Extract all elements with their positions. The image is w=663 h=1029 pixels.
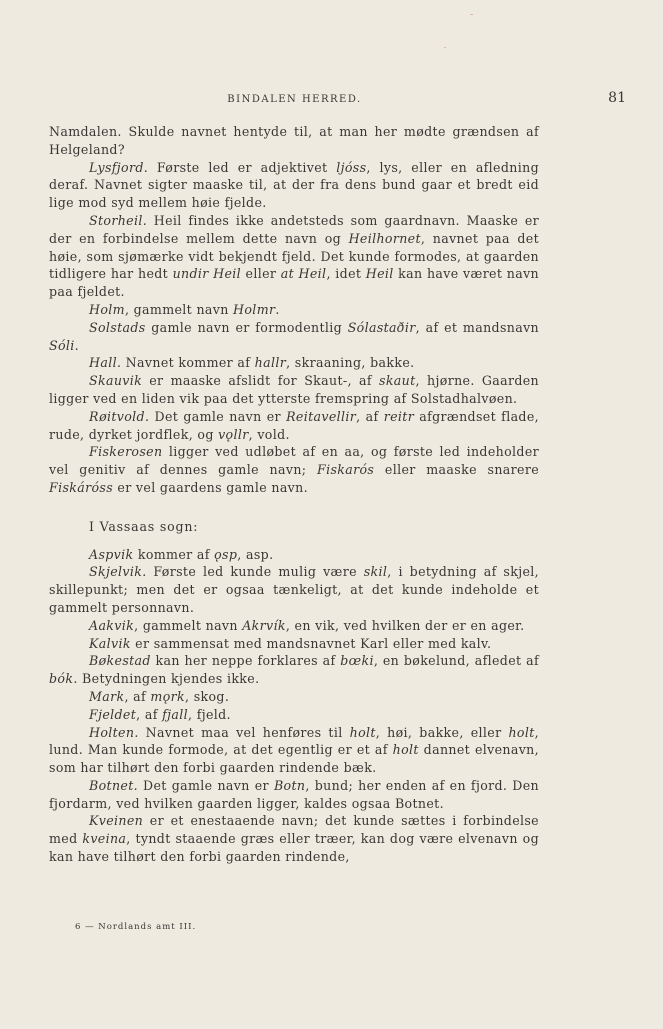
text-run: Navnet maa vel henføres til — [138, 724, 350, 740]
text-run: dannet elvenavn, som har tilhørt den forbi gaarden rindende bæk. — [49, 742, 539, 776]
italic-term: at Heil — [280, 266, 327, 282]
text-run: Namdalen. Skulde navnet hentyde til, at man her mødte grændsen af Helgeland? — [49, 124, 539, 157]
italic-term: Mark — [89, 688, 125, 704]
text-run: ligger ved udløbet af en aa, og første led indeholder vel genitiv af dennes gamle navn; — [49, 444, 539, 478]
italic-term: Fjeldet — [89, 706, 137, 722]
paragraph — [49, 777, 539, 813]
italic-term: Storheil. — [89, 212, 148, 228]
text-run: eller — [241, 266, 281, 282]
paragraph — [49, 354, 539, 372]
paragraph — [49, 443, 539, 496]
text-run: , af — [136, 706, 163, 722]
italic-term: bók — [49, 671, 74, 687]
text-run: . Betydningen kjendes ikke. — [73, 671, 260, 687]
text-run: kommer af — [133, 546, 215, 562]
paragraph — [49, 812, 539, 865]
page-number: 81 — [608, 90, 626, 106]
paragraph — [49, 617, 539, 635]
italic-term: Solstads — [89, 319, 146, 335]
text-run: , asp. — [237, 546, 274, 562]
running-header — [49, 90, 626, 110]
italic-term: Kveinen — [89, 813, 144, 829]
running-title: BINDALEN HERRED. — [227, 94, 362, 105]
italic-term: Heilhornet — [348, 230, 421, 246]
italic-term: Holten. — [89, 724, 139, 740]
italic-term: Sóli — [49, 337, 75, 353]
italic-term: undir Heil — [172, 266, 242, 282]
paragraph — [49, 372, 539, 408]
text-run: , bund; her enden af en fjord. Den fjordarm, ved hvilken gaarden ligger, kaldes ogsaa Botnet. — [49, 777, 540, 811]
italic-term: Skauvik — [89, 373, 143, 389]
italic-term: skaut — [379, 373, 416, 389]
paragraph — [49, 688, 539, 706]
text-run: kan her neppe forklares af — [150, 653, 341, 669]
text-run: Navnet kommer af — [121, 355, 255, 371]
text-run: , hjørne. Gaarden ligger ved en liden vik paa det ytterste fremspring af Solstadhalvøen. — [49, 373, 540, 406]
text-run: , skraaning, bakke. — [286, 355, 415, 371]
italic-term: Lysfjord. — [89, 159, 149, 175]
italic-term: Sólastaðir — [347, 319, 416, 335]
paragraph — [49, 159, 539, 212]
italic-term: Hall. — [89, 355, 122, 371]
paragraph — [49, 212, 539, 301]
text-run: eller maaske snarere — [374, 462, 539, 478]
text-run: , høi, bakke, eller — [375, 724, 509, 740]
text-run: , navnet paa det høie, som sjømærke vidt bekjendt fjeld. Det kunde formodes, at gaarden tidligere har hedt — [49, 230, 539, 282]
italic-term: holt — [392, 742, 419, 758]
text-run: er maaske afslidt for Skaut-, af — [142, 373, 380, 389]
text-run: , idet — [326, 266, 366, 282]
italic-term: Akrvík — [242, 617, 286, 633]
italic-term: Fiskarós — [317, 462, 375, 478]
text-run: I Vassaas sogn: — [89, 518, 199, 534]
text-run: , af — [356, 408, 384, 424]
paper-speck — [470, 14, 473, 15]
text-run: gamle navn er formodentlig — [145, 319, 348, 335]
italic-term: mǫrk — [150, 688, 185, 704]
italic-term: Røitvold. — [89, 408, 150, 424]
paragraph — [49, 123, 539, 159]
italic-term: Heil — [365, 266, 394, 282]
signature-footer: 6 — Nordlands amt III. — [75, 922, 197, 932]
italic-term: Holm — [89, 301, 125, 317]
italic-term: Reitavellir — [286, 408, 357, 424]
text-run: , en bøkelund, afledet af — [373, 653, 539, 669]
text-run: . — [74, 337, 80, 353]
italic-term: kveina — [82, 831, 127, 847]
italic-term: bœki — [340, 653, 374, 669]
paragraph — [49, 301, 539, 319]
italic-term: hallr — [254, 355, 287, 371]
text-run: Det gamle navn er — [149, 408, 287, 424]
body-text — [49, 123, 539, 866]
text-run: , af et mandsnavn — [415, 319, 540, 335]
text-run: Første led kunde mulig være — [146, 564, 364, 580]
italic-term: Aakvik — [89, 617, 135, 633]
paragraph — [49, 408, 539, 444]
italic-term: Kalvik — [89, 635, 131, 651]
italic-term: Skjelvik. — [89, 564, 147, 580]
italic-term: Botn — [273, 777, 306, 793]
italic-term: fjall — [162, 706, 188, 722]
text-run: , af — [124, 688, 151, 704]
italic-term: skil — [363, 564, 388, 580]
text-run: , gammelt navn — [124, 301, 234, 317]
text-run: , vold. — [248, 426, 290, 442]
text-run: Første led er adjektivet — [148, 159, 337, 175]
italic-term: Fiskerosen — [89, 444, 163, 460]
text-run: afgrændset flade, rude, dyrket jordflek, og — [49, 408, 539, 442]
text-run: Det gamle navn er — [137, 777, 274, 793]
text-run: , skog. — [184, 688, 230, 704]
paragraph — [49, 563, 539, 616]
paragraph — [49, 546, 539, 564]
italic-term: holt — [349, 724, 376, 740]
text-run: , fjeld. — [187, 706, 231, 722]
text-run: er vel gaardens gamle navn. — [113, 479, 308, 495]
section-heading — [49, 518, 539, 536]
text-run: , tyndt staaende græs eller træer, kan dog være elvenavn og kan have tilhørt den forbi gaarden rindende, — [49, 831, 539, 865]
italic-term: Aspvik — [89, 546, 134, 562]
paragraph — [49, 706, 539, 724]
text-run: kan have været navn paa fjeldet. — [49, 266, 540, 300]
italic-term: Fiskáróss — [49, 479, 114, 495]
text-run: , gammelt navn — [134, 617, 243, 633]
italic-term: vǫllr — [218, 426, 249, 442]
italic-term: Holmr — [233, 301, 276, 317]
paragraph — [49, 319, 539, 355]
paper-speck — [444, 47, 446, 48]
text-run: , i betydning af skjel, skillepunkt; men det er ogsaa tænkeligt, at det kunde indeholde et gammelt personnavn. — [49, 564, 539, 615]
text-run: er sammensat med mandsnavnet Karl eller med kalv. — [130, 635, 492, 651]
text-run: , en vik, ved hvilken der er en ager. — [285, 617, 525, 633]
paragraph — [49, 635, 539, 653]
text-run: , lys, eller en afledning deraf. Navnet sigter maaske til, at der fra dens bund gaar et bredt eid lige mod syd mellem høie fjelde. — [49, 159, 539, 211]
italic-term: ljóss — [336, 159, 367, 175]
text-run: , lund. Man kunde formode, at det egentlig er et af — [49, 724, 539, 758]
text-run: er et enestaaende navn; det kunde sættes i forbindelse med — [49, 813, 539, 847]
italic-term: Botnet. — [89, 777, 138, 793]
italic-term: reitr — [383, 408, 415, 424]
italic-term: Bøkestad — [89, 653, 151, 669]
paragraph — [49, 652, 539, 688]
italic-term: holt — [508, 724, 535, 740]
text-run: . — [275, 301, 280, 317]
paragraph — [49, 724, 539, 777]
italic-term: ǫsp — [214, 546, 238, 562]
text-run: Heil findes ikke andetsteds som gaardnavn. Maaske er der en forbindelse mellem dette navn og — [49, 212, 539, 246]
